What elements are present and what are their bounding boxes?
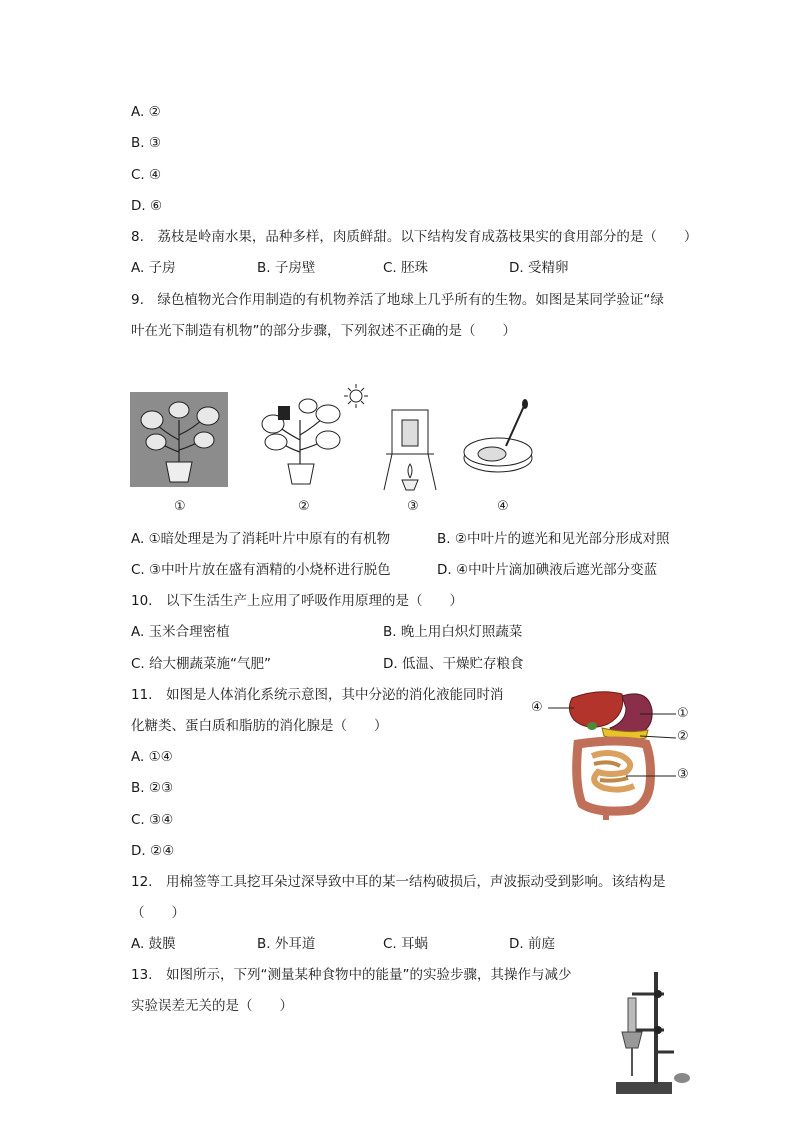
q9-figure-label-3: ③: [407, 499, 419, 514]
q10-option-a: A. 玉米合理密植: [131, 624, 230, 640]
q9-figure-label-1: ①: [174, 499, 186, 514]
callout-3: ③: [677, 767, 689, 782]
q8-option-c: C. 胚珠: [383, 260, 429, 276]
q9-stem-line2: 叶在光下制造有机物”的部分步骤，下列叙述不正确的是（ ）: [131, 323, 516, 339]
callout-4: ④: [531, 700, 543, 715]
q9-option-b: B. ②中叶片的遮光和见光部分形成对照: [437, 531, 670, 547]
q9-option-d: D. ④中叶片滴加碘液后遮光部分变蓝: [437, 562, 658, 578]
q13-stem-line1: 13. 如图所示，下列“测量某种食物中的能量”的实验步骤，其操作与减少: [131, 967, 572, 983]
alcohol-decolor-beaker-image: [384, 410, 436, 490]
q11-option-d: D. ②④: [131, 843, 175, 859]
prev-option-c: C. ④: [131, 167, 162, 183]
q12-stem-line1: 12. 用棉签等工具挖耳朵过深导致中耳的某一结构破损后，声波振动受到影响。该结构是: [131, 874, 666, 890]
iron-stand-apparatus-figure: [608, 966, 694, 1100]
iodine-petri-dish-image: [464, 399, 532, 472]
q11-stem-line2: 化糖类、蛋白质和脂肪的消化腺是（ ）: [131, 718, 388, 734]
q12-option-b: B. 外耳道: [257, 936, 316, 952]
q12-option-c: C. 耳蜗: [383, 936, 429, 952]
q8-stem: 8. 荔枝是岭南水果，品种多样，肉质鲜甜。以下结构发育成荔枝果实的食用部分的是（ ）: [131, 229, 698, 245]
q9-option-c: C. ③中叶片放在盛有酒精的小烧杯进行脱色: [131, 562, 391, 578]
q9-stem-line1: 9. 绿色植物光合作用制造的有机物养活了地球上几乎所有的生物。如图是某同学验证“绿: [131, 292, 664, 308]
q9-figure-label-2: ②: [298, 499, 310, 514]
q11-option-c: C. ③④: [131, 812, 174, 828]
dark-treatment-plant-image: [130, 392, 228, 487]
q12-option-a: A. 鼓膜: [131, 936, 176, 952]
q9-figure-label-4: ④: [497, 499, 509, 514]
digestive-system-figure: [548, 684, 678, 824]
callout-1: ①: [677, 706, 689, 721]
q11-option-b: B. ②③: [131, 780, 174, 796]
q8-option-a: A. 子房: [131, 260, 176, 276]
q11-stem-line1: 11. 如图是人体消化系统示意图，其中分泌的消化液能同时消: [131, 687, 504, 703]
q10-option-d: D. 低温、干燥贮存粮食: [383, 656, 524, 672]
prev-option-a: A. ②: [131, 104, 161, 120]
q11-option-a: A. ①④: [131, 749, 173, 765]
callout-2: ②: [677, 729, 689, 744]
q9-experiment-figure: [130, 380, 670, 495]
q10-stem: 10. 以下生活生产上应用了呼吸作用原理的是（ ）: [131, 593, 463, 609]
q9-option-a: A. ①暗处理是为了消耗叶片中原有的有机物: [131, 531, 391, 547]
q8-option-b: B. 子房壁: [257, 260, 316, 276]
covered-leaf-plant-image: [262, 384, 368, 484]
q12-stem-line2: （ ）: [131, 905, 185, 921]
q13-stem-line2: 实验误差无关的是（ ）: [131, 998, 293, 1014]
q10-option-c: C. 给大棚蔬菜施“气肥”: [131, 656, 271, 672]
q12-option-d: D. 前庭: [509, 936, 555, 952]
q8-option-d: D. 受精卵: [509, 260, 569, 276]
prev-option-d: D. ⑥: [131, 198, 163, 214]
prev-option-b: B. ③: [131, 135, 161, 151]
q10-option-b: B. 晚上用白炽灯照蔬菜: [383, 624, 523, 640]
